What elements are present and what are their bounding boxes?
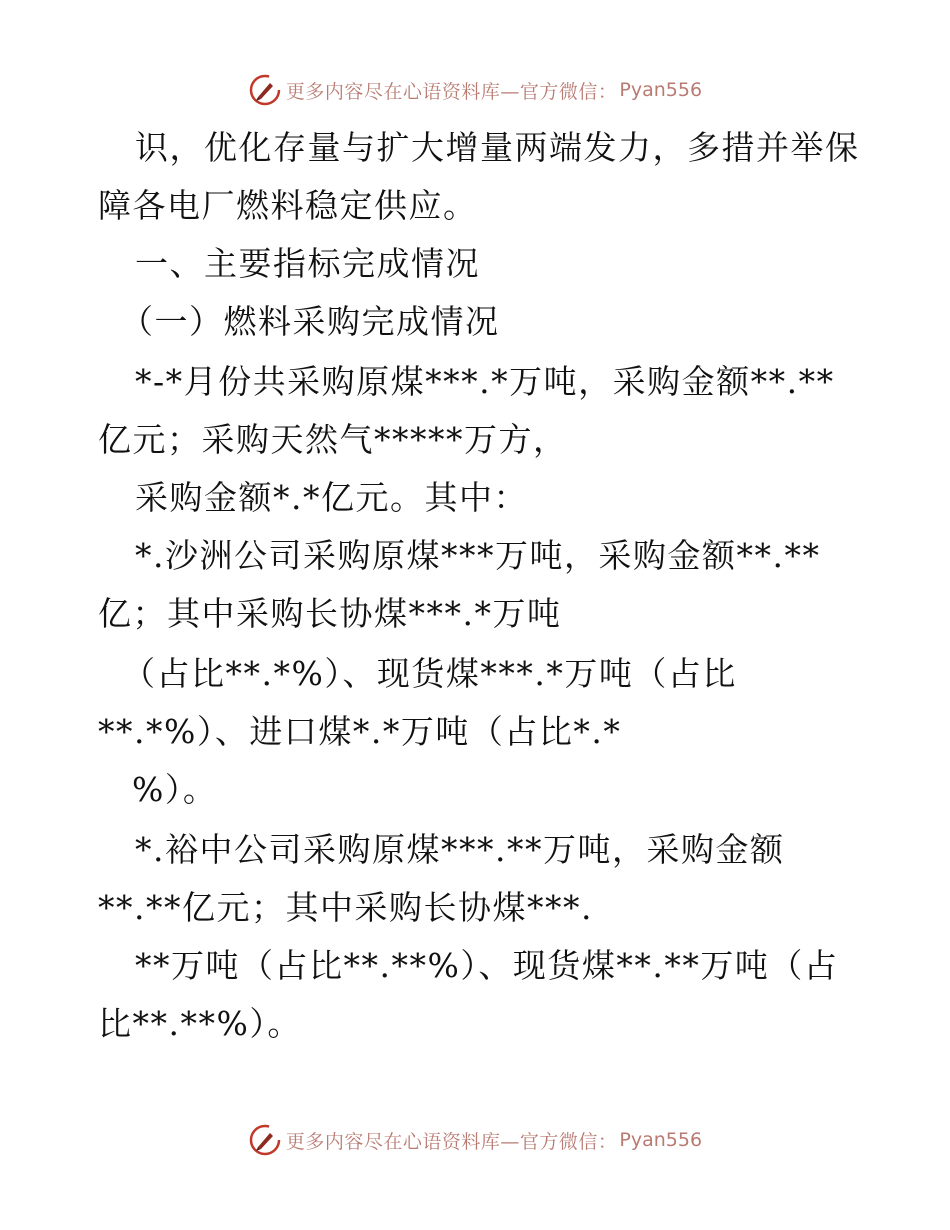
text-line: （占比**.*%）、现货煤***.*万吨（占比 (122, 654, 737, 693)
text-line: 亿；其中采购长协煤***.*万吨 (98, 594, 562, 633)
text-line: *.沙洲公司采购原煤***万吨，采购金额**.** (135, 536, 821, 575)
text-line: 采购金额*.*亿元。其中： (135, 478, 528, 517)
text-line: 亿元；采购天然气*****万方， (98, 420, 568, 459)
pen-nib-logo-icon (248, 1123, 282, 1157)
text-line: **万吨（占比**.**%）、现货煤**.**万吨（占 (135, 946, 839, 985)
text-line: **.**亿元；其中采购长协煤***. (98, 888, 593, 927)
banner-wechat-id: Pyan556 (619, 1129, 703, 1151)
header-banner (0, 70, 950, 110)
text-line: 识，优化存量与扩大增量两端发力，多措并举保 (135, 128, 860, 167)
banner-text: 更多内容尽在心语资料库—官方微信： (285, 80, 618, 103)
subsection-heading: （一）燃料采购完成情况 (120, 302, 500, 341)
pen-nib-logo-icon (248, 73, 282, 107)
text-line: 比**.**%）。 (98, 1004, 302, 1043)
footer-banner (0, 1120, 950, 1160)
text-line: *.裕中公司采购原煤***.**万吨，采购金额 (135, 830, 785, 869)
text-line: *-*月份共采购原煤***.*万吨，采购金额**.** (135, 362, 835, 401)
section-heading: 一、主要指标完成情况 (135, 244, 480, 283)
text-line: %）。 (132, 770, 218, 809)
banner-wechat-id: Pyan556 (619, 79, 703, 101)
text-line: **.*%）、进口煤*.*万吨（占比*.* (98, 712, 622, 751)
text-line: 障各电厂燃料稳定供应。 (98, 186, 478, 225)
banner-text: 更多内容尽在心语资料库—官方微信： (285, 1130, 618, 1153)
